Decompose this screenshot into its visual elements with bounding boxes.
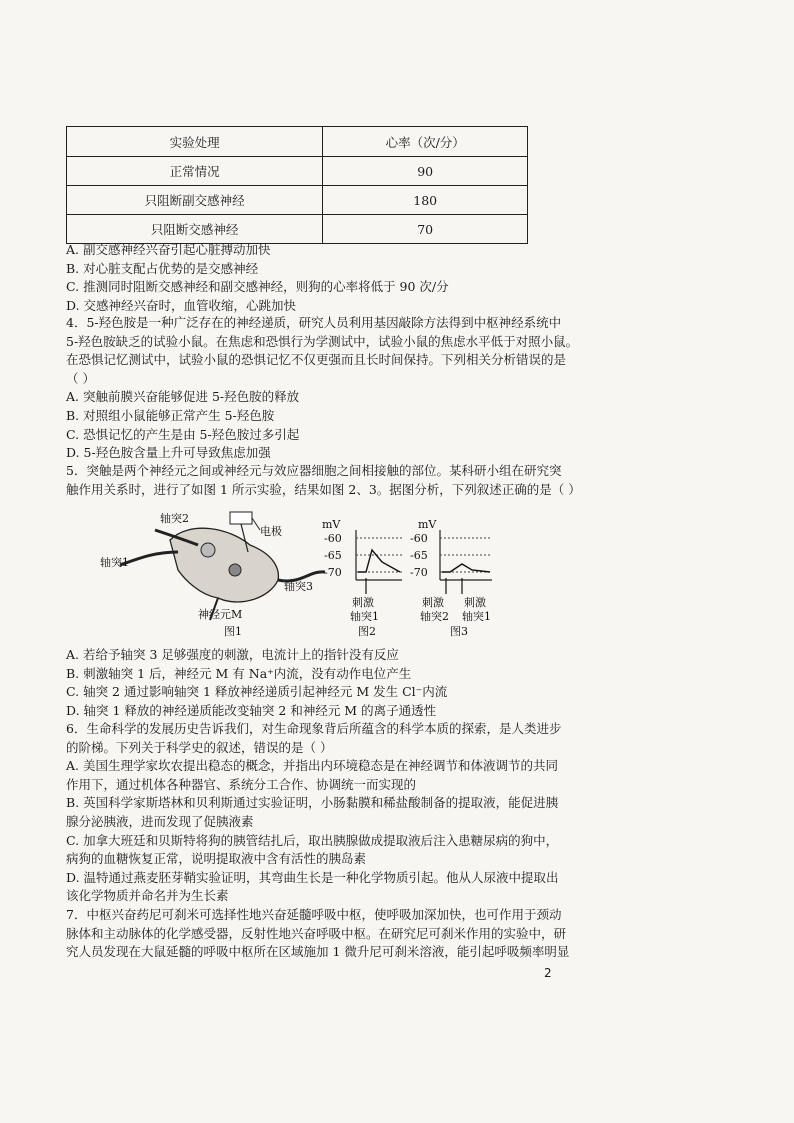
- table-header-cell: 实验处理: [67, 127, 323, 157]
- question-line: 6．生命科学的发展历史告诉我们，对生命现象背后所蕴含的科学本质的探索，是人类进步: [66, 721, 562, 736]
- option-line: D. 交感神经兴奋时，血管收缩，心跳加快: [66, 297, 297, 313]
- option-line: B. 对心脏支配占优势的是交感神经: [66, 260, 259, 276]
- question5: [66, 462, 581, 499]
- question-line: 5．突触是两个神经元之间或神经元与效应器细胞之间相接触的部位。某科研小组在研究突: [66, 463, 562, 478]
- table-cell: 90: [323, 157, 528, 186]
- option-line: D. 温特通过燕麦胚芽鞘实验证明，其弯曲生长是一种化学物质引起。他从人尿液中提取出: [66, 869, 559, 885]
- option-line: 作用下，通过机体各种器官、系统分工合作、协调统一而实现的: [66, 776, 417, 792]
- synapse-knob: [201, 543, 215, 557]
- question-line: 5-羟色胺缺乏的试验小鼠。在焦虑和恐惧行为学测试中，试验小鼠的焦虑水平低于对照小鼠。: [66, 333, 579, 349]
- label-axon2: 轴突2: [160, 512, 189, 525]
- table-cell: 180: [323, 186, 528, 215]
- table-cell: 只阻断副交感神经: [67, 186, 323, 215]
- question-line: 7．中枢兴奋药尼可刹米可选择性地兴奋延髓呼吸中枢，使呼吸加深加快，也可作用于颈动: [66, 907, 562, 922]
- label-axon1: 轴突1: [100, 556, 129, 569]
- fig3-stim-label: 刺激: [464, 596, 486, 609]
- nucleus: [229, 564, 241, 576]
- table-row: [67, 186, 528, 215]
- table-cell: 只阻断交感神经: [67, 215, 323, 244]
- fig3-trace: [442, 564, 490, 572]
- question-line: 脉体和主动脉体的化学感受器，反射性地兴奋呼吸中枢。在研究尼可刹米作用的实验中，研: [66, 925, 567, 941]
- question4: [66, 314, 579, 463]
- question-line: （ ）: [66, 370, 95, 386]
- fig3-tick: -60: [410, 532, 428, 545]
- figure2-caption: 图2: [358, 625, 376, 638]
- question6: [66, 720, 566, 906]
- figure3-membrane-potential: [410, 518, 492, 638]
- label-neuron-m: 神经元M: [198, 608, 243, 621]
- fig3-stim-label: 刺激: [422, 596, 444, 609]
- fig3-tick: -65: [410, 549, 428, 562]
- option-line: D. 轴突 1 释放的神经递质能改变轴突 2 和神经元 M 的离子通透性: [66, 702, 437, 718]
- fig3-tick: -70: [410, 566, 428, 579]
- label-axon3: 轴突3: [284, 580, 313, 593]
- table-cell: 正常情况: [67, 157, 323, 186]
- option-line: A. 副交感神经兴奋引起心脏搏动加快: [66, 242, 271, 257]
- fig2-tick: -70: [324, 566, 342, 579]
- option-line: C. 加拿大班廷和贝斯特将狗的胰管结扎后，取出胰腺做成提取液后注入患糖尿病的狗中，: [66, 832, 559, 848]
- question3-options: [66, 241, 566, 315]
- option-line: C. 轴突 2 通过影响轴突 1 释放神经递质引起神经元 M 发生 Cl⁻内流: [66, 684, 448, 700]
- page-number: 2: [544, 966, 552, 980]
- figure1-caption: 图1: [224, 625, 242, 638]
- option-line: 病狗的血糖恢复正常，说明提取液中含有活性的胰岛素: [66, 851, 367, 867]
- figure1-neuron-diagram: [100, 511, 325, 638]
- fig3-stim-label: 轴突2: [420, 610, 449, 623]
- fig2-stim-label: 刺激: [352, 596, 374, 609]
- table-header-cell: 心率（次/分）: [323, 127, 528, 157]
- question-line: 4．5-羟色胺是一种广泛存在的神经递质，研究人员利用基因敲除方法得到中枢神经系统中: [66, 315, 562, 330]
- option-line: A. 若给予轴突 3 足够强度的刺激，电流计上的指针没有反应: [66, 647, 399, 662]
- table-row: [67, 215, 528, 244]
- fig2-unit: mV: [322, 518, 341, 531]
- option-line: 腺分泌胰液，进而发现了促胰液素: [66, 813, 254, 829]
- question-line: 触作用关系时，进行了如图 1 所示实验，结果如图 2、3。据图分析，下列叙述正确的是（ ）: [66, 481, 581, 497]
- neuron-figure: [100, 500, 530, 645]
- experiment-table: [66, 126, 528, 244]
- question5-options: [66, 646, 566, 720]
- option-line: C. 恐惧记忆的产生是由 5-羟色胺过多引起: [66, 426, 300, 442]
- fig3-unit: mV: [418, 518, 437, 531]
- option-line: A. 突触前膜兴奋能够促进 5-羟色胺的释放: [66, 389, 300, 405]
- fig2-tick: -60: [324, 532, 342, 545]
- option-line: D. 5-羟色胺含量上升可导致焦虑加强: [66, 445, 271, 461]
- fig2-stim-label: 轴突1: [350, 610, 379, 623]
- label-electrode: 电极: [260, 525, 282, 538]
- fig2-trace: [358, 550, 400, 572]
- question-line: 究人员发现在大鼠延髓的呼吸中枢所在区域施加 1 微升尼可刹米溶液，能引起呼吸频率明显: [66, 944, 570, 960]
- fig2-tick: -65: [324, 549, 342, 562]
- table-row: [67, 157, 528, 186]
- table-cell: 70: [323, 215, 528, 244]
- fig3-stim-label: 轴突1: [462, 610, 491, 623]
- figure2-membrane-potential: [322, 518, 402, 638]
- option-line: B. 英国科学家斯塔林和贝利斯通过实验证明，小肠黏膜和稀盐酸制备的提取液，能促进胰: [66, 795, 559, 811]
- option-line: B. 刺激轴突 1 后，神经元 M 有 Na⁺内流，没有动作电位产生: [66, 665, 412, 681]
- question-line: 在恐惧记忆测试中，试验小鼠的恐惧记忆不仅更强而且长时间保持。下列相关分析错误的是: [66, 352, 567, 368]
- option-line: C. 推测同时阻断交感神经和副交感神经，则狗的心率将低于 90 次/分: [66, 279, 449, 295]
- question-line: 的阶梯。下列关于科学史的叙述，错误的是（ ）: [66, 739, 333, 755]
- table-header-row: [67, 127, 528, 157]
- galvanometer-icon: [230, 512, 252, 524]
- figure3-caption: 图3: [450, 625, 468, 638]
- option-line: B. 对照组小鼠能够正常产生 5-羟色胺: [66, 407, 275, 423]
- electrode-pointer: [252, 518, 260, 530]
- option-line: 该化学物质并命名并为生长素: [66, 888, 229, 904]
- question7: [66, 906, 570, 962]
- option-line: A. 美国生理学家坎农提出稳态的概念，并指出内环境稳态是在神经调节和体液调节的共同: [66, 758, 558, 774]
